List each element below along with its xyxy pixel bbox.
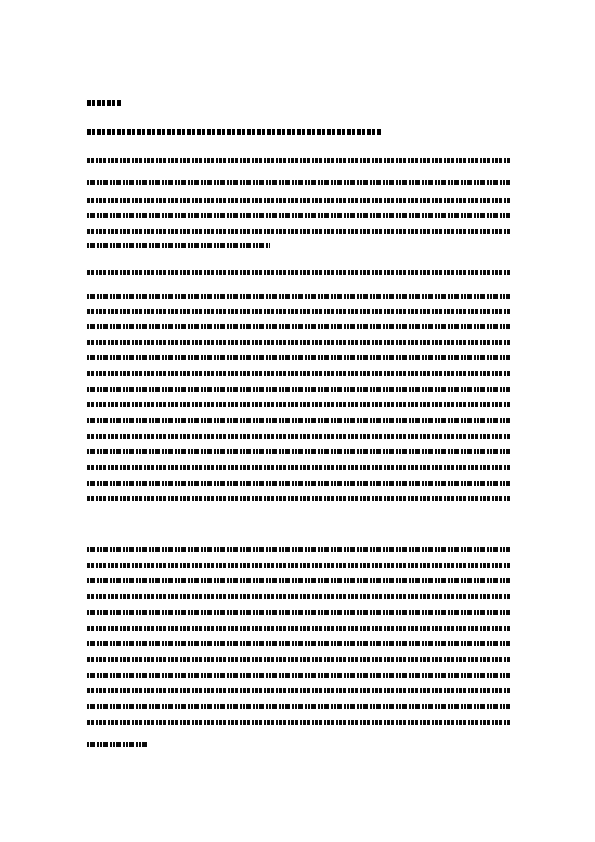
paragraph-line: [87, 198, 510, 203]
paragraph-line: [87, 563, 510, 568]
paragraph-line: [87, 340, 510, 345]
paragraph-line: [87, 547, 510, 552]
paragraph-line: [87, 418, 510, 423]
paragraph-line: [87, 309, 510, 314]
paragraph-line: [87, 229, 510, 234]
paragraph-line: [87, 324, 510, 329]
paragraph-line: [87, 243, 270, 248]
paragraph-line: [87, 158, 510, 163]
paragraph-line: [87, 434, 510, 439]
paragraph-line: [87, 371, 510, 376]
paragraph-line: [87, 673, 510, 678]
paragraph-line: [87, 657, 510, 662]
paragraph-line: [87, 387, 510, 392]
paragraph-line: [87, 294, 510, 299]
paragraph-line: [87, 594, 510, 599]
paragraph-line: [87, 688, 510, 693]
paragraph-line: [87, 465, 510, 470]
paragraph-line: [87, 742, 147, 747]
paragraph-line: [87, 578, 510, 583]
paragraph-line: [87, 481, 510, 486]
paragraph-line: [87, 626, 510, 631]
paragraph-line: [87, 449, 510, 454]
paragraph-line: [87, 720, 510, 725]
paragraph-line: [87, 610, 510, 615]
header-label: [87, 100, 122, 106]
paragraph-line: [87, 355, 510, 360]
paragraph-line: [87, 270, 510, 275]
paragraph-line: [87, 213, 510, 218]
section-heading: [87, 129, 382, 135]
paragraph-line: [87, 180, 510, 185]
paragraph-line: [87, 402, 510, 407]
paragraph-line: [87, 704, 510, 709]
paragraph-line: [87, 496, 510, 501]
paragraph-line: [87, 641, 510, 646]
